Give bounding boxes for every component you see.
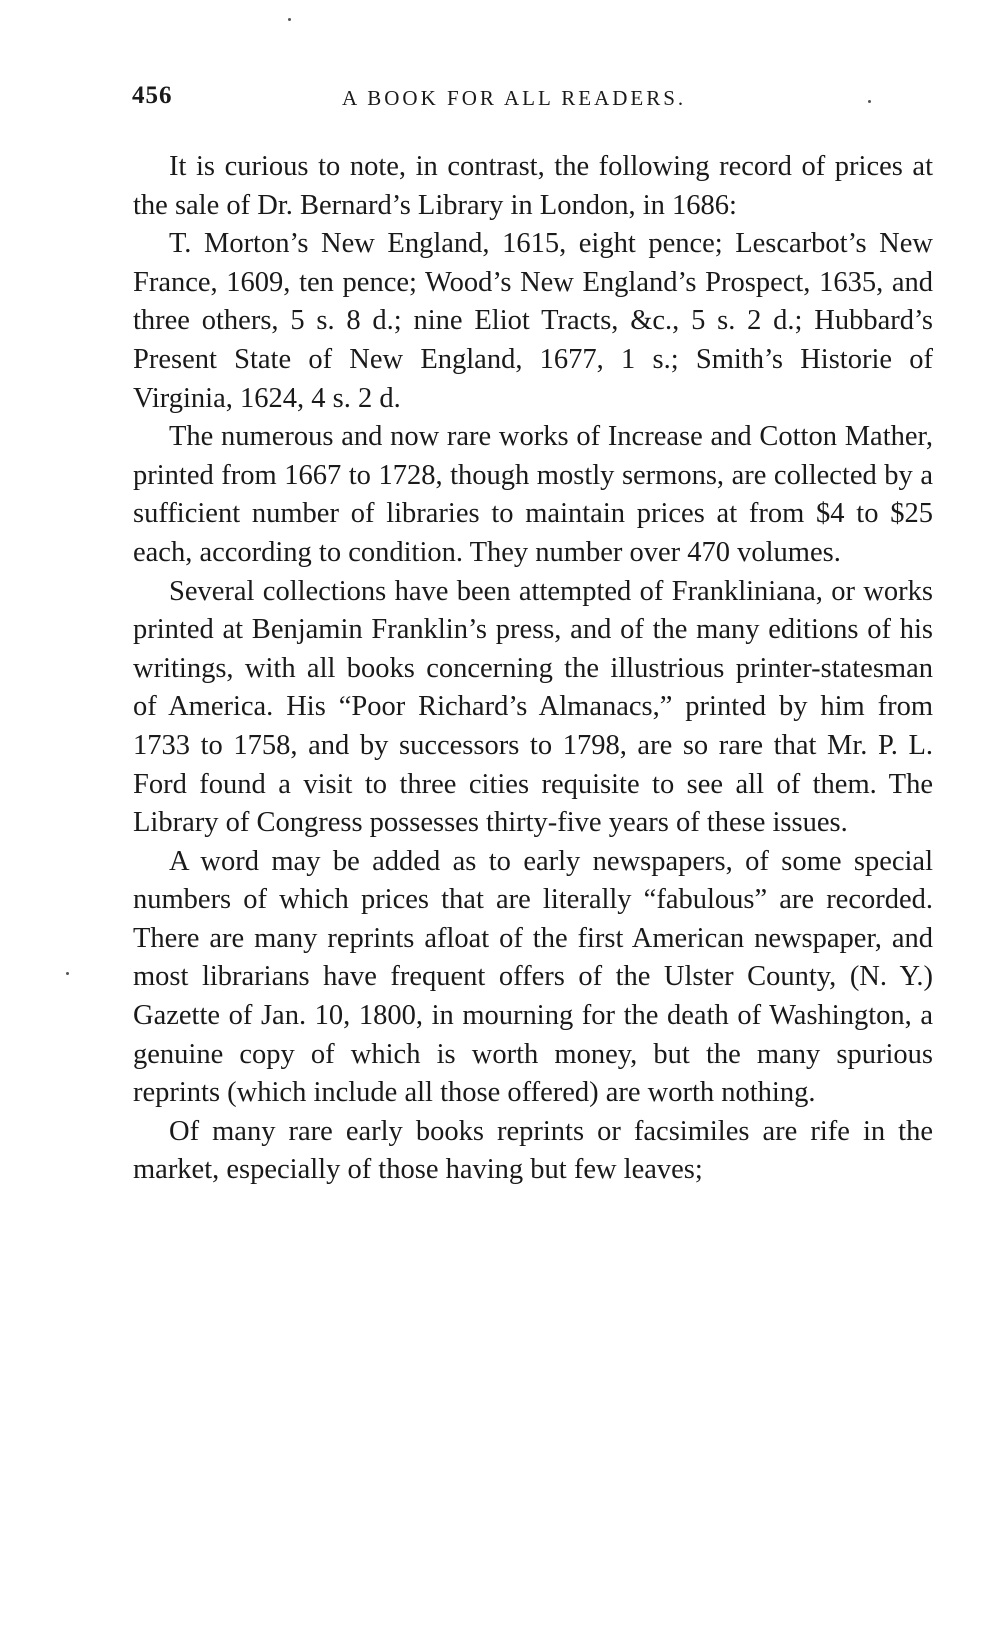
body-text — [133, 148, 933, 1190]
print-speck — [66, 972, 69, 975]
paragraph-reprints: Of many rare early books reprints or facsimiles are rife in the market, especially of those having but few leaves; — [133, 1115, 933, 1186]
running-head — [132, 82, 952, 122]
paragraph-frankliniana: Several collections have been attempted of Frankliniana, or works printed at Benjamin Franklin’s press, and of the many editions of his writings, with all books concerning the illustrious printer-statesman of America. His “Poor Richard’s Almanacs,” printed by him from 1733 to 1758, and by successors to 1798, are so rare that Mr. P. L. Ford found a visit to three cities requisite to see all of them. The Library of Congress possesses thirty-five years of these issues. — [133, 575, 933, 839]
paragraph-auction-intro: It is curious to note, in contrast, the following record of prices at the sale of Dr. Bernard’s Library in London, in 1686: — [133, 151, 933, 221]
paragraph-early-newspapers: A word may be added as to early newspapers, of some special numbers of which prices that are literally “fabulous” are recorded. There are many reprints afloat of the first American newspaper, and most librarians have frequent offers of the Ulster County, (N. Y.) Gazette of Jan. 10, 1800, in mourning for the death of Washington, a genuine copy of which is worth money, but the many spurious reprints (which include all those offered) are worth nothing. — [133, 845, 933, 1109]
print-speck — [868, 100, 871, 103]
paragraph-auction-prices: T. Morton’s New England, 1615, eight pence; Lescarbot’s New France, 1609, ten pence; Wood’s New England’s Prospect, 1635, and three others, 5 s. 8 d.; nine Eliot Tracts, &c., 5 s. 2 d.; Hubbard’s Present State of New England, 1677, 1 s.; Smith’s Historie of Virginia, 1624, 4 s. 2 d. — [133, 228, 933, 414]
page-number: 456 — [132, 82, 173, 109]
print-speck — [288, 18, 291, 21]
paragraph-mather-works: The numerous and now rare works of Increase and Cotton Mather, printed from 1667 to 1728, though mostly sermons, are collected by a sufficient number of libraries to maintain prices at from $4 to $25 each, according to condition. They number over 470 volumes. — [133, 421, 933, 568]
page-header-title: A BOOK FOR ALL READERS. — [342, 86, 687, 110]
